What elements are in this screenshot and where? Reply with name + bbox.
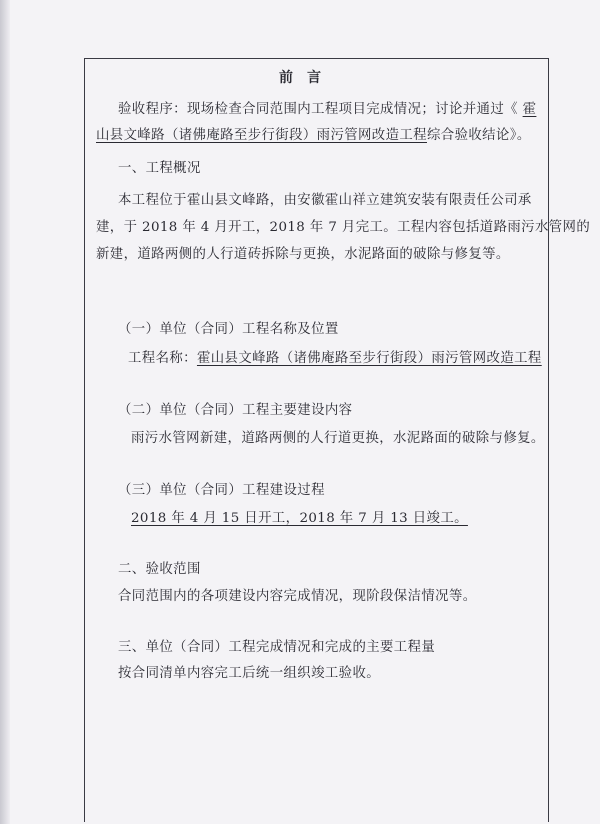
sub3-heading: （三）单位（合同）工程建设过程 xyxy=(118,483,325,498)
intro-line-1 xyxy=(118,102,536,118)
intro-project-name: 山县文峰路（诸佛庵路至步行街段）雨污管网改造工程 xyxy=(96,128,427,143)
section1-line-3: 新建，道路两侧的人行道砖拆除与更换，水泥路面的破除与修复等。 xyxy=(96,247,510,262)
sub2-heading: （二）单位（合同）工程主要建设内容 xyxy=(118,403,353,418)
section2-heading: 二、验收范围 xyxy=(118,562,201,577)
sub1-label: 工程名称： xyxy=(128,351,197,366)
section3-content: 按合同清单内容完工后统一组织竣工验收。 xyxy=(118,666,381,681)
sub3-content: 2018 年 4 月 15 日开工，2018 年 7 月 13 日竣工。 xyxy=(131,511,468,526)
intro-project-name-start: 霍 xyxy=(522,102,537,117)
intro-line-2 xyxy=(96,128,531,144)
sub1-heading: （一）单位（合同）工程名称及位置 xyxy=(118,322,339,337)
section1-heading: 一、工程概况 xyxy=(118,161,201,176)
sub1-project-name: 霍山县文峰路（诸佛庵路至步行街段）雨污管网改造工程 xyxy=(196,351,542,366)
intro-prefix: 验收程序：现场检查合同范围内工程项目完成情况；讨论并通过《 xyxy=(118,102,518,117)
intro-suffix: 综合验收结论》。 xyxy=(426,128,531,143)
section1-line-1: 本工程位于霍山县文峰路，由安徽霍山祥立建筑安装有限责任公司承 xyxy=(118,193,532,208)
page-fold-shadow xyxy=(0,0,10,824)
sub1-line xyxy=(128,351,542,367)
section1-line-2: 建，于 2018 年 4 月开工，2018 年 7 月完工。工程内容包括道路雨污水管网的 xyxy=(96,220,591,235)
sub2-content: 雨污水管网新建，道路两侧的人行道更换，水泥路面的破除与修复。 xyxy=(131,431,545,446)
section2-content: 合同范围内的各项建设内容完成情况，现阶段保洁情况等。 xyxy=(118,589,477,604)
section3-heading: 三、单位（合同）工程完成情况和完成的主要工程量 xyxy=(118,640,436,655)
document-title: 前 言 xyxy=(279,70,321,86)
